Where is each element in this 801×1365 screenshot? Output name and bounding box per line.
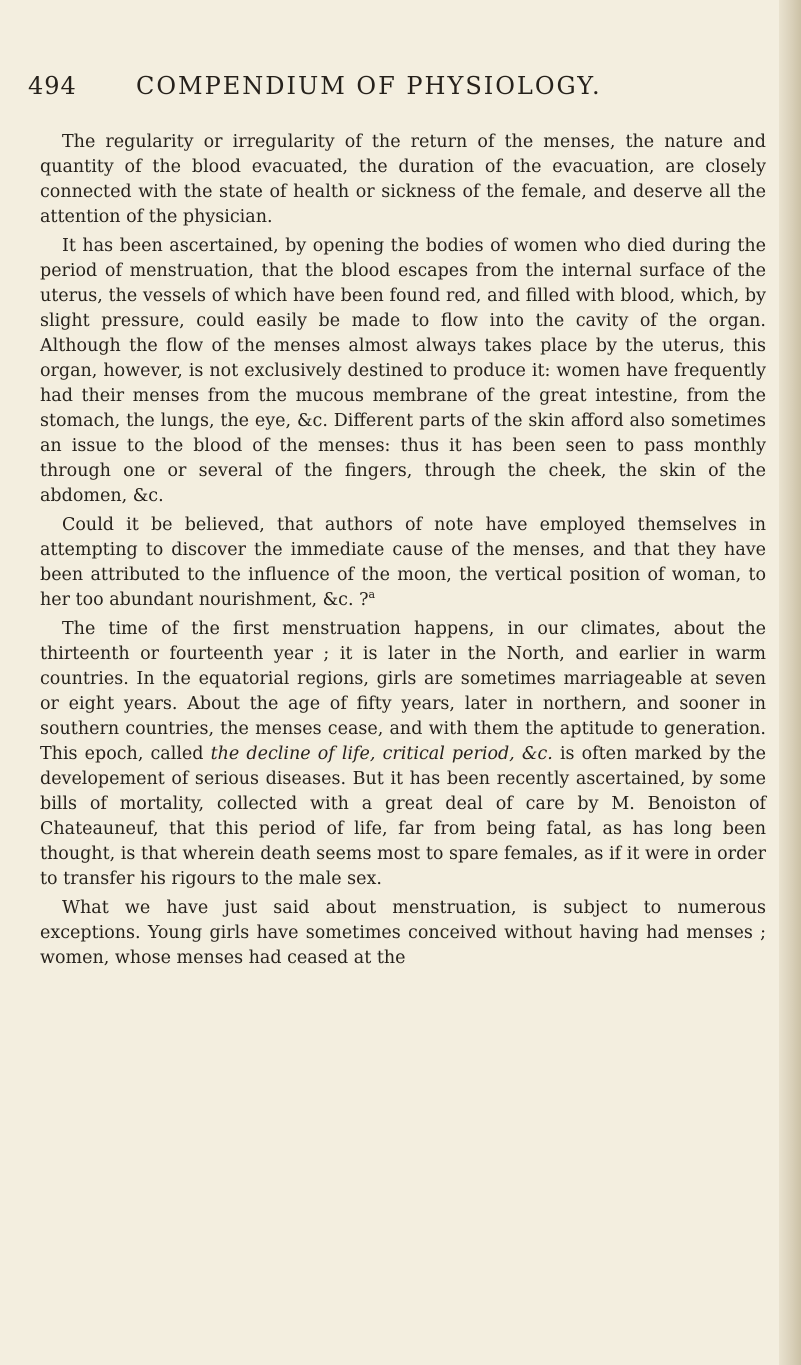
page-number: 494 bbox=[28, 72, 77, 100]
body-text bbox=[40, 130, 766, 975]
paragraph-2: It has been ascertained, by opening the bodies of women who died during the period of menstruation, that the blood escapes from the internal surface of the uterus, the vessels of which have been found red, and filled with blood, which, by slight pressure, could easily be made to flow into the cavity of the organ. Although the flow of the menses almost always takes place by the uterus, this organ, however, is not exclusively destined to produce it: women have frequently had their menses from the mucous membrane of the great intestine, from the stomach, the lungs, the eye, &c. Different parts of the skin afford also sometimes an issue to the blood of the menses: thus it has been seen to pass monthly through one or several of the fingers, through the cheek, the skin of the abdomen, &c. bbox=[40, 236, 766, 506]
paragraph-3 bbox=[40, 513, 766, 613]
page-header bbox=[28, 72, 768, 112]
paragraph-4-text-after: is often marked by the developement of serious diseases. But it has been recently ascertained, by some bills of mortality, collected with a great deal of care by M. Benoiston of Chateauneuf, that this period of life, far from being fatal, as has long been thought, is that wherein death seems most to spare females, as if it were in order to transfer his rigours to the male sex. bbox=[40, 744, 766, 889]
running-title: COMPENDIUM OF PHYSIOLOGY. bbox=[136, 72, 602, 100]
paragraph-5: What we have just said about menstruation, is subject to numerous exceptions. Young girls have sometimes conceived without having had menses ; women, whose menses had ceased at the bbox=[40, 898, 766, 968]
page-edge bbox=[779, 0, 801, 1365]
paragraph-4 bbox=[40, 617, 766, 892]
paragraph-1: The regularity or irregularity of the return of the menses, the nature and quantity of the blood evacuated, the duration of the evacuation, are closely connected with the state of health or sickness of the female, and deserve all the attention of the physician. bbox=[40, 132, 766, 227]
footnote-marker: a bbox=[368, 588, 376, 602]
italic-phrase: the decline of life, critical period, &c. bbox=[210, 744, 553, 764]
paragraph-4-text-before: The time of the first menstruation happens, in our climates, about the thirteenth or fourteenth year ; it is later in the North, and earlier in warm countries. In the equatorial regions, girls are sometimes marriageable at seven or eight years. About the age of fifty years, later in northern, and sooner in southern countries, the menses cease, and with them the aptitude to generation. This epoch, called bbox=[40, 619, 766, 764]
paragraph-3-text: Could it be believed, that authors of note have employed themselves in attempting to discover the immediate cause of the menses, and that they have been attributed to the influence of the moon, the vertical position of woman, to her too abundant nourishment, &c. ? bbox=[40, 515, 766, 610]
